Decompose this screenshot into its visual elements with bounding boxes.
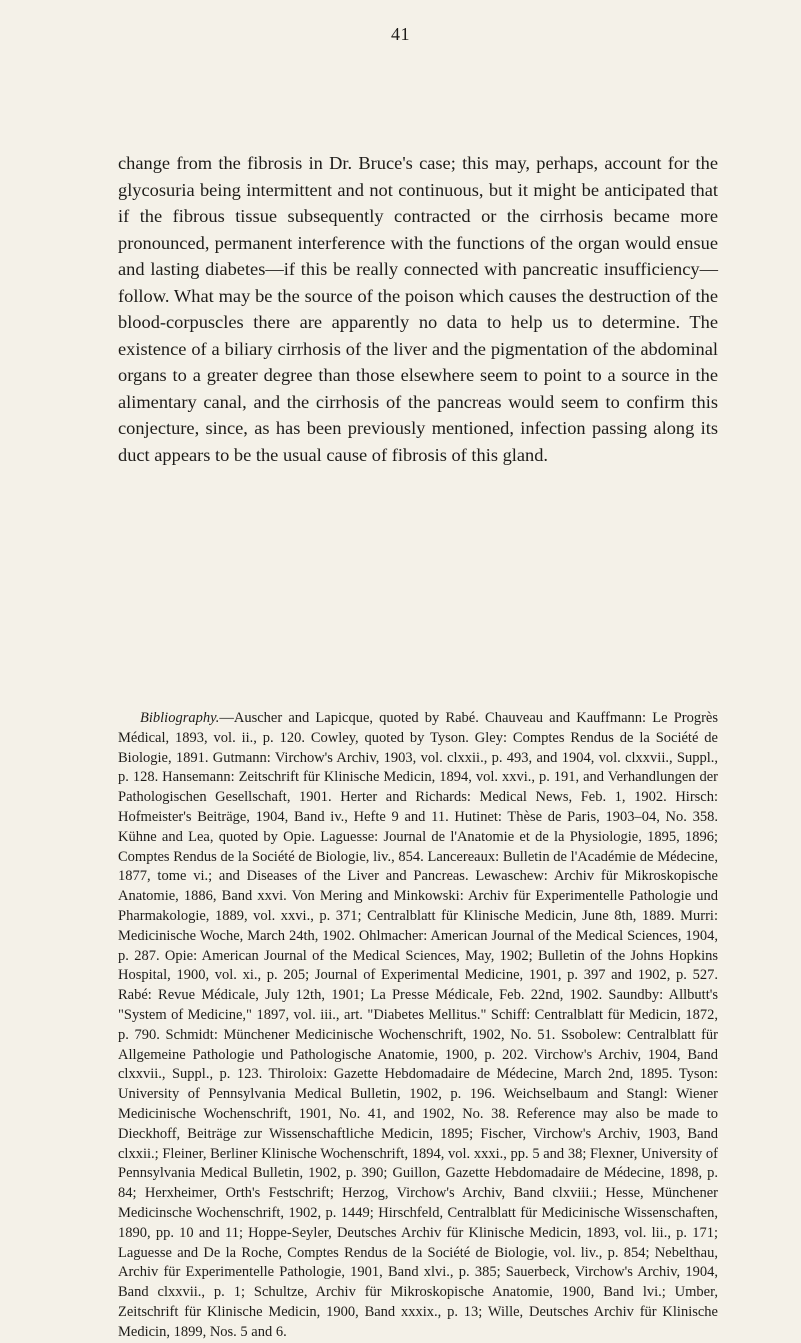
bibliography-section xyxy=(118,709,718,1343)
bibliography-heading: Bibliography. xyxy=(140,710,220,726)
page-number: 41 xyxy=(391,24,410,44)
bibliography-references: —Auscher and Lapicque, quoted by Rabé. Chauveau and Kauffmann: Le Progrès Médical, 1893, vol. ii., p. 120. Cowley, quoted by Tyson. Gley: Comptes Rendus de la Société de Biologie, 1891. Gutmann: Virchow's Archiv, 1903, vol. clxxii., p. 493, and 1904, vol. clxxvii., Suppl., p. 128. Hansemann: Zeitschrift für Klinische Medicin, 1894, vol. xxvi., p. 191, and Verhandlungen der Pathologischen Gesellschaft, 1901. Herter and Richards: Medical News, Feb. 1, 1902. Hirsch: Hofmeister's Beiträge, 1904, Band iv., Hefte 9 and 11. Hutinet: Thèse de Paris, 1903–04, No. 358. Kühne and Lea, quoted by Opie. Laguesse: Journal de l'Anatomie et de la Physiologie, 1895, 1896; Comptes Rendus de la Société de Biologie, liv., 854. Lancereaux: Bulletin de l'Académie de Médecine, 1877, tome vi.; and Diseases of the Liver and Pancreas. Lewaschew: Archiv für Mikroskopische Anatomie, 1886, Band xxvi. Von Mering and Minkowski: Archiv für Experimentelle Pathologie und Pharmakologie, 1889, vol. xxvi., p. 371; Centralblatt für Klinische Medicin, June 8th, 1889. Murri: Medicinische Woche, March 24th, 1902. Ohlmacher: American Journal of the Medical Sciences, 1904, p. 287. Opie: American Journal of the Medical Sciences, May, 1902; Bulletin of the Johns Hopkins Hospital, 1900, vol. xi., p. 205; Journal of Experimental Medicine, 1901, p. 397 and 1902, p. 527. Rabé: Revue Médicale, July 12th, 1901; La Presse Médicale, Feb. 22nd, 1902. Saundby: Allbutt's "System of Medicine," 1897, vol. iii., art. "Diabetes Mellitus." Schiff: Centralblatt für Medicin, 1872, p. 790. Schmidt: Münchener Medicinische Wochenschrift, 1902, No. 51. Ssobolew: Centralblatt für Allgemeine Pathologie und Pathologische Anatomie, 1900, p. 202. Virchow's Archiv, 1904, Band clxxvii., Suppl., p. 123. Thiroloix: Gazette Hebdomadaire de Médecine, March 2nd, 1895. Tyson: University of Pennsylvania Medical Bulletin, 1902, p. 196. Weichselbaum and Stangl: Wiener Medicinische Wochenschrift, 1901, No. 41, and 1902, No. 38. Reference may also be made to Dieckhoff, Beiträge zur Wissenschaftliche Medicin, 1895; Fischer, Virchow's Archiv, 1903, Band clxxii.; Fleiner, Berliner Klinische Wochenschrift, 1894, vol. xxxi., pp. 5 and 38; Flexner, University of Pennsylvania Medical Bulletin, 1902, p. 390; Guillon, Gazette Hebdomadaire de Médecine, 1898, p. 84; Herxheimer, Orth's Festschrift; Herzog, Virchow's Archiv, Band clxviii.; Hesse, Münchener Medicinsche Wochenschrift, 1902, p. 1449; Hirschfeld, Centralblatt für Medicinische Wissenschaften, 1890, pp. 10 and 11; Hoppe-Seyler, Deutsches Archiv für Klinische Medicin, 1893, vol. lii., p. 171; Laguesse and De la Roche, Comptes Rendus de la Société de Biologie, vol. liv., p. 854; Nebelthau, Archiv für Experimentelle Pathologie, 1901, Band xlvi., p. 385; Sauerbeck, Virchow's Archiv, 1904, Band clxxvii., p. 1; Schultze, Archiv für Mikroskopische Anatomie, 1900, Band lvi.; Umber, Zeitschrift für Klinische Medicin, 1900, Band xxxix., p. 13; Wille, Deutsches Archiv für Klinische Medicin, 1899, Nos. 5 and 6. xyxy=(118,710,718,1340)
body-paragraph: change from the fibrosis in Dr. Bruce's case; this may, perhaps, account for the glycosuria being intermittent and not continuous, but it might be anticipated that if the fibrous tissue subsequently contracted or the cirrhosis became more pronounced, permanent interference with the functions of the organ would ensue and lasting diabetes—if this be really connected with pancreatic insufficiency—follow. What may be the source of the poison which causes the destruction of the blood-corpuscles there are apparently no data to help us to determine. The existence of a biliary cirrhosis of the liver and the pigmentation of the abdominal organs to a greater degree than those elsewhere seem to point to a source in the alimentary canal, and the cirrhosis of the pancreas would seem to confirm this conjecture, since, as has been previously mentioned, infection passing along its duct appears to be the usual cause of fibrosis of this gland. xyxy=(118,153,718,465)
